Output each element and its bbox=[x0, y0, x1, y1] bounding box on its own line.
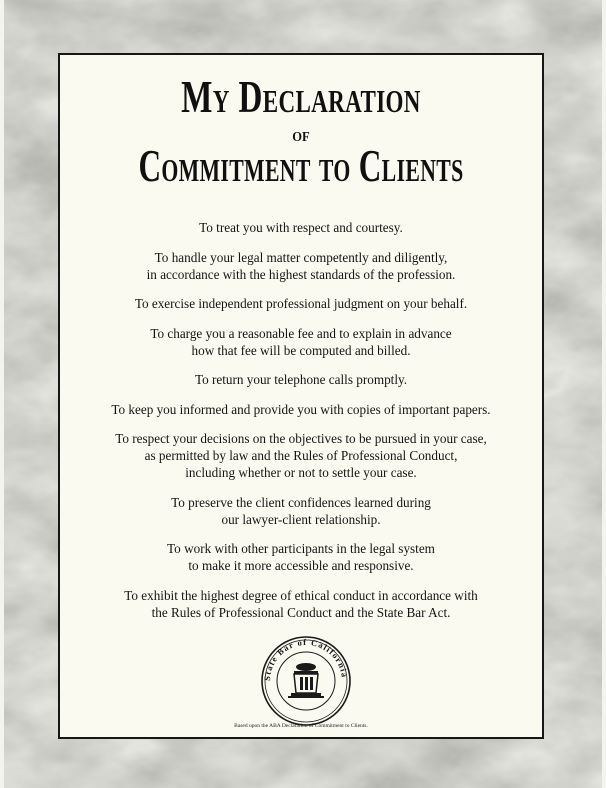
footnote: Based upon the ABA Declaration of Commitment to Clients. bbox=[234, 723, 368, 729]
commitment-item: To keep you informed and provide you with copies of important papers. bbox=[111, 401, 491, 417]
commitment-item: To respect your decisions on the objectives to be pursued in your case, as permitted by law and the Rules of Professional Conduct, including whether or not to settle your case. bbox=[115, 431, 487, 480]
declaration-panel bbox=[58, 53, 544, 739]
commitments-list bbox=[60, 219, 542, 633]
commitment-item: To work with other participants in the legal system to make it more accessible and responsive. bbox=[167, 541, 435, 573]
commitment-item: To handle your legal matter competently and diligently, in accordance with the highest standards of the profession. bbox=[146, 249, 456, 282]
commitment-item: To charge you a reasonable fee and to explain in advance how that fee will be computed and billed. bbox=[150, 325, 452, 358]
state-bar-seal bbox=[260, 635, 352, 727]
commitment-item: To return your telephone calls promptly. bbox=[194, 372, 408, 387]
commitment-item: To preserve the client confidences learned during our lawyer-client relationship. bbox=[171, 494, 431, 527]
commitment-item: To exercise independent professional judgment on your behalf. bbox=[134, 296, 468, 311]
seal-text: State Bar of California bbox=[261, 636, 350, 682]
title-line-1: My Declaration bbox=[181, 71, 421, 122]
commitment-item: To exhibit the highest degree of ethical conduct in accordance with the Rules of Professional Conduct and the State Bar Act. bbox=[124, 587, 478, 620]
commitment-item: To treat you with respect and courtesy. bbox=[199, 220, 403, 235]
title-line-3: Commitment to Clients bbox=[138, 140, 464, 191]
title-line-2: of bbox=[292, 124, 310, 146]
